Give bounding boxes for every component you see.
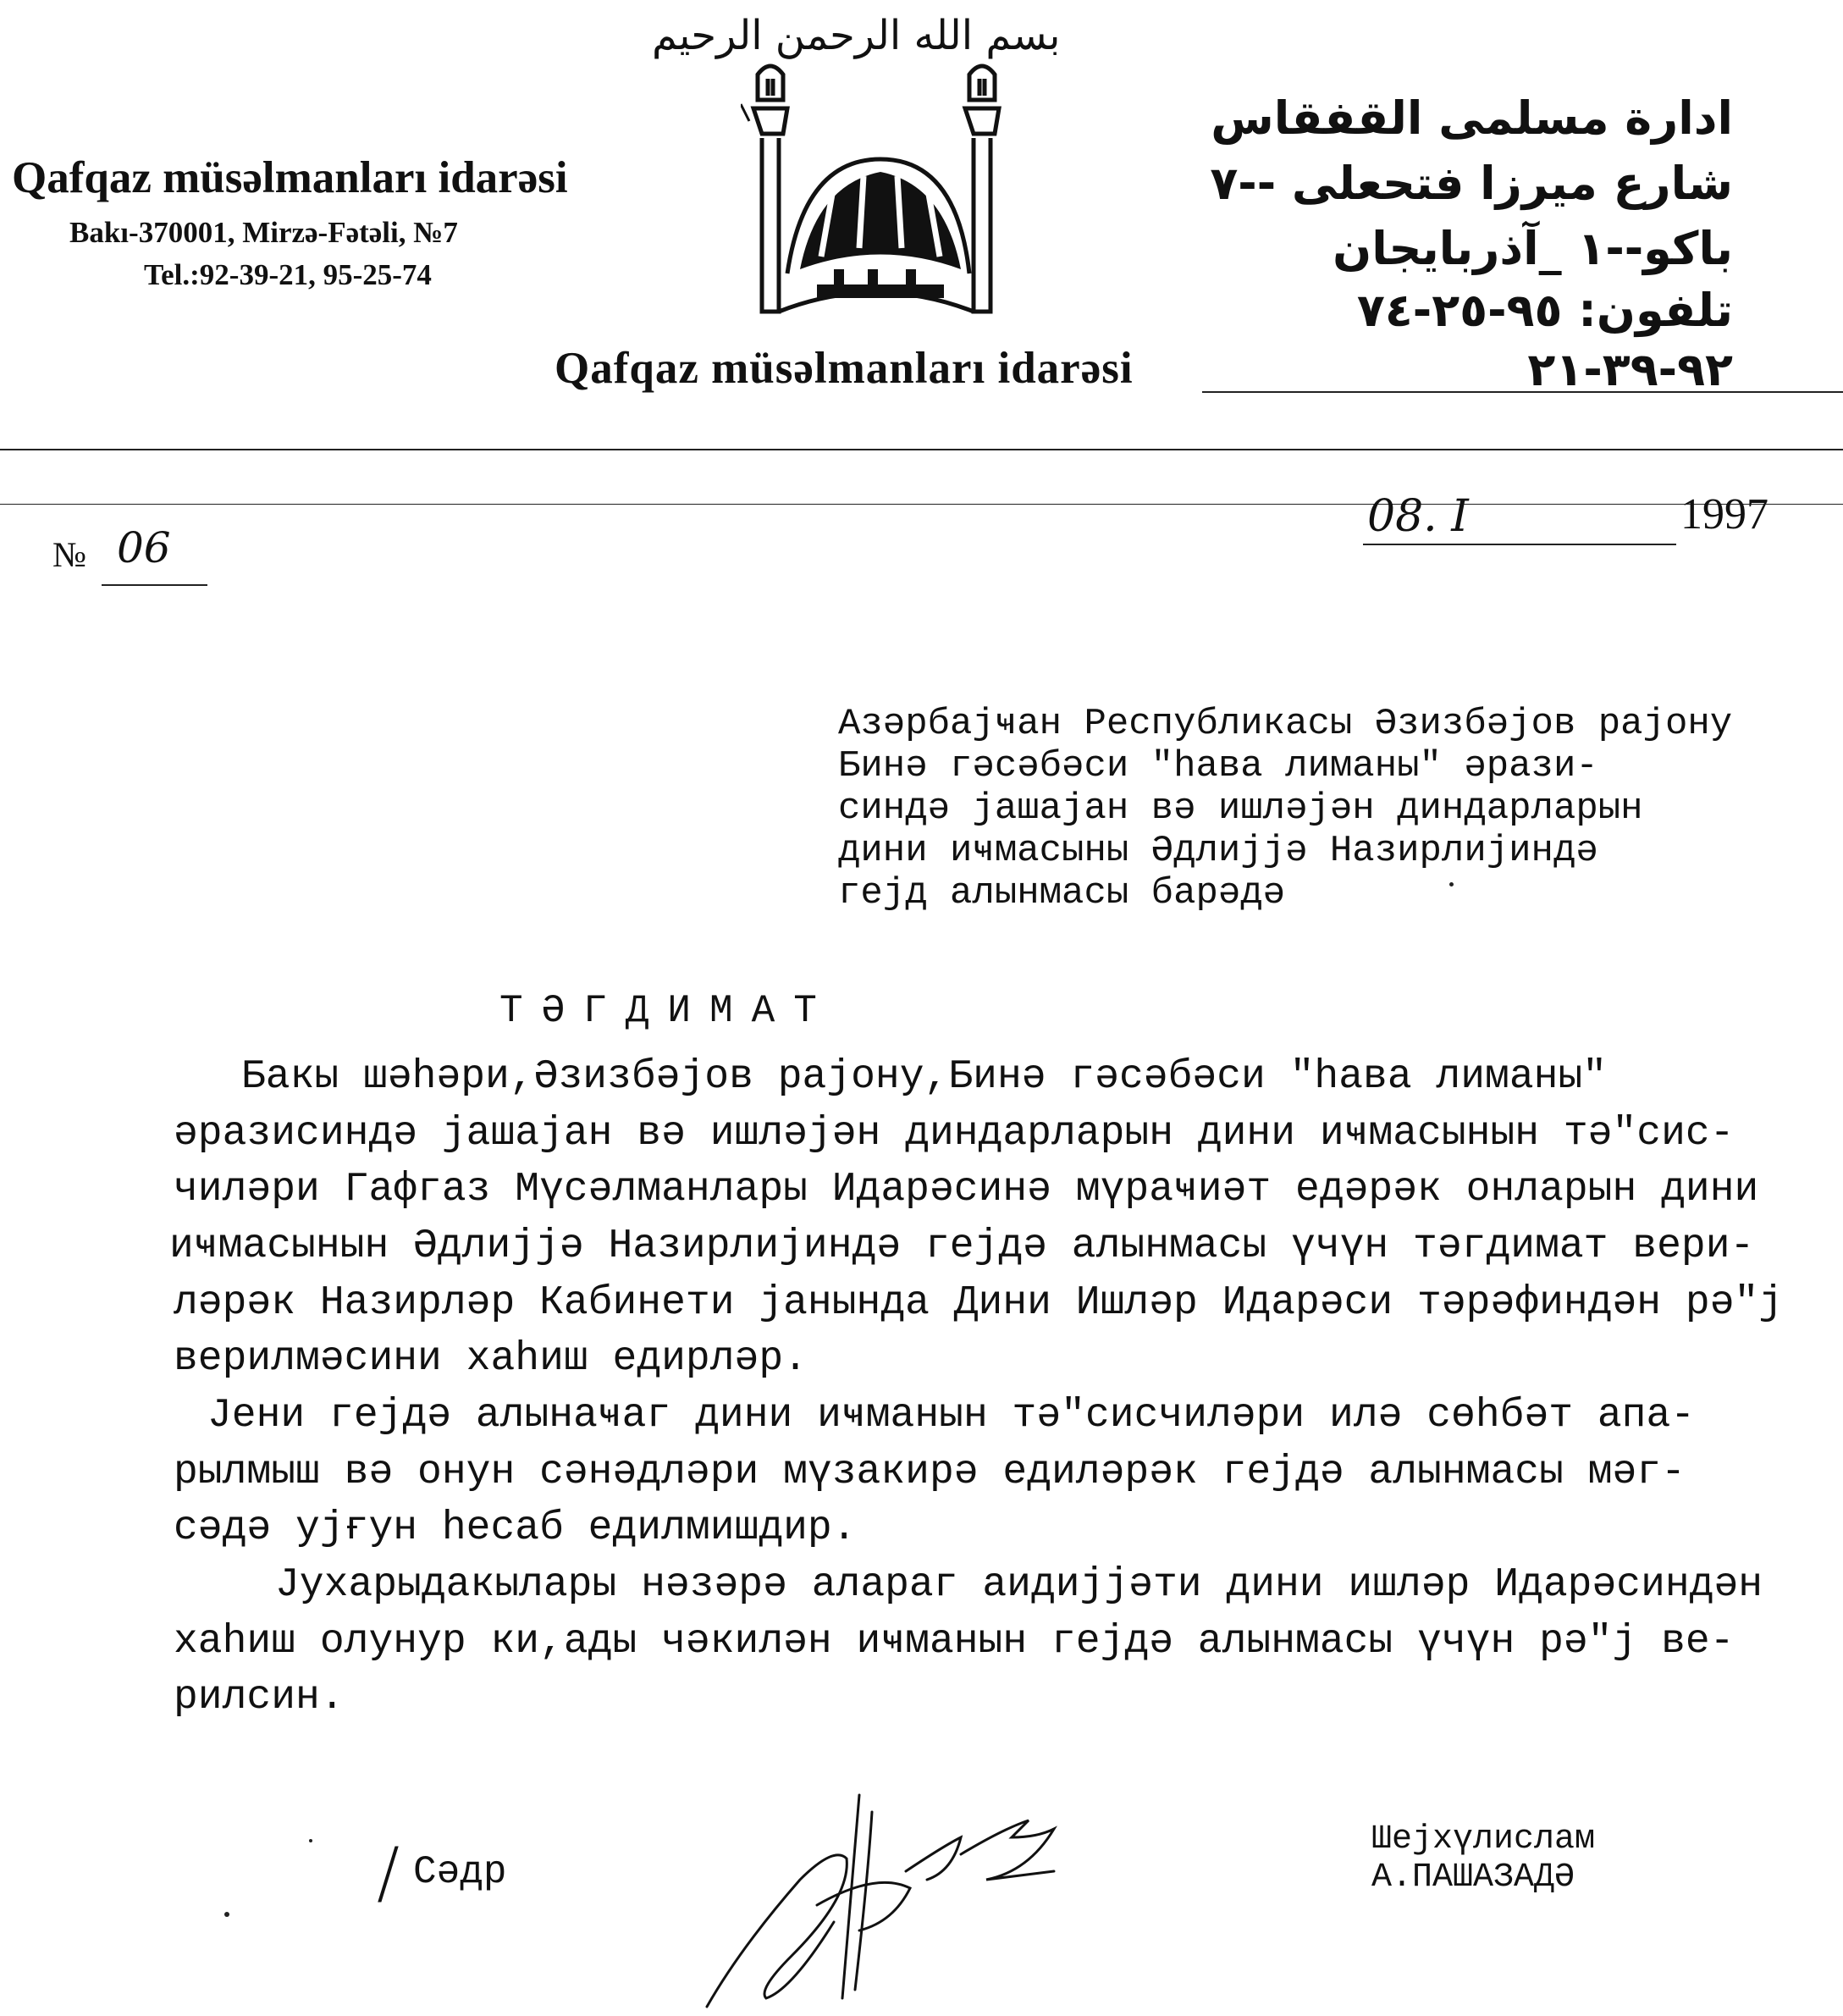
number-label: №	[52, 536, 87, 575]
number-underline	[102, 584, 207, 586]
org-address: Bakı-370001, Mirzə-Fətəli, №7	[69, 216, 458, 249]
body-line: рылмыш вә онун сәнәдләри мүзакирә едиләрәк гејдә алынмасы мәг-	[174, 1450, 1686, 1495]
body-line: иҹмасынын Әдлијјә Назирлијиндә гејдә алынмасы үчүн тәгдимат вери-	[169, 1223, 1755, 1269]
letterhead-divider-bottom	[0, 504, 1843, 505]
letterhead-divider-top	[1202, 391, 1843, 393]
subject-line: Азәрбајҹан Республикасы Әзизбәјов рајону	[838, 703, 1733, 745]
handwritten-signature	[690, 1778, 1130, 2015]
body-line: Бакы шәhәри,Әзизбәјов рајону,Бинә гәсәбәси "hава лиманы"	[241, 1054, 1608, 1100]
org-name-bottom: Qafqaz müsəlmanları idarəsi	[555, 344, 1134, 393]
arabic-phone-2: ٩٢-٣٩-٢١	[1527, 343, 1733, 396]
document-title: ТӘГДИМАТ	[499, 989, 836, 1033]
org-name: Qafqaz müsəlmanları idarəsi	[12, 153, 568, 202]
scan-speck	[1449, 882, 1454, 886]
body-line: чиләри Гафгаз Мүсәлманлары Идарәсинә мүраҹиәт едәрәк онларын дини	[174, 1167, 1759, 1212]
document-number: 06	[117, 523, 171, 572]
letterhead-divider-main	[0, 449, 1843, 450]
document-year: 1997	[1680, 490, 1769, 539]
body-line: рилсин.	[174, 1675, 345, 1721]
basmala: بسم الله الرحمن الرحيم	[652, 12, 1061, 59]
signer-name: А.ПАШАЗАДӘ	[1371, 1859, 1575, 1897]
body-line: Јухарыдакылары нәзәрә алараг аидијјәти дини ишләр Идарәсиндән	[275, 1562, 1763, 1608]
arabic-city: باکو--١ _آذربايجان	[1333, 222, 1733, 275]
subject-line: гејд алынмасы барәдә	[838, 872, 1286, 914]
scan-speck	[309, 1839, 312, 1842]
org-phones: Tel.:92-39-21, 95-25-74	[144, 258, 432, 291]
mosque-emblem-icon	[741, 58, 1016, 337]
subject-line: дини иҹмасыны Әдлијјә Назирлијиндә	[838, 830, 1598, 872]
arabic-street: شارع میرزا فتحعلی --٧	[1210, 157, 1733, 210]
signature-slash: /	[377, 1833, 400, 1912]
body-line: Јени гејдә алынаҹаг дини иҹманын тә"сисчиләри илә сөhбәт апа-	[207, 1393, 1696, 1439]
signer-role-left: Сәдр	[413, 1850, 507, 1894]
subject-line: Бинә гәсәбәси "hава лиманы" әрази-	[838, 745, 1598, 787]
body-line: верилмәсини хаhиш едирләр.	[174, 1336, 808, 1382]
subject-line: синдә јашајан вә ишләјән диндарларын	[838, 787, 1643, 830]
body-line: сәдә ујғун hесаб едилмишдир.	[174, 1505, 857, 1551]
signer-role-right: Шејхүлислам	[1371, 1820, 1596, 1859]
arabic-phone-1: تلفون: ٩٥-٢٥-٧٤	[1356, 284, 1733, 337]
body-line: хаhиш олунур ки,ады чәкилән иҹманын гејдә алынмасы үчүн рә"ј ве-	[174, 1619, 1735, 1665]
document-date: 08. I	[1367, 491, 1469, 542]
body-line: ләрәк Назирләр Кабинети јанында Дини Ишләр Идарәси тәрәфиндән рә"ј	[174, 1280, 1784, 1326]
date-underline	[1363, 544, 1676, 545]
scan-speck	[224, 1912, 229, 1917]
body-line: әразисиндә јашајан вә ишләјән диндарларын дини иҹмасынын тә"сис-	[174, 1111, 1735, 1157]
arabic-org-name: ادارة مسلمی القفقاس	[1211, 91, 1733, 145]
